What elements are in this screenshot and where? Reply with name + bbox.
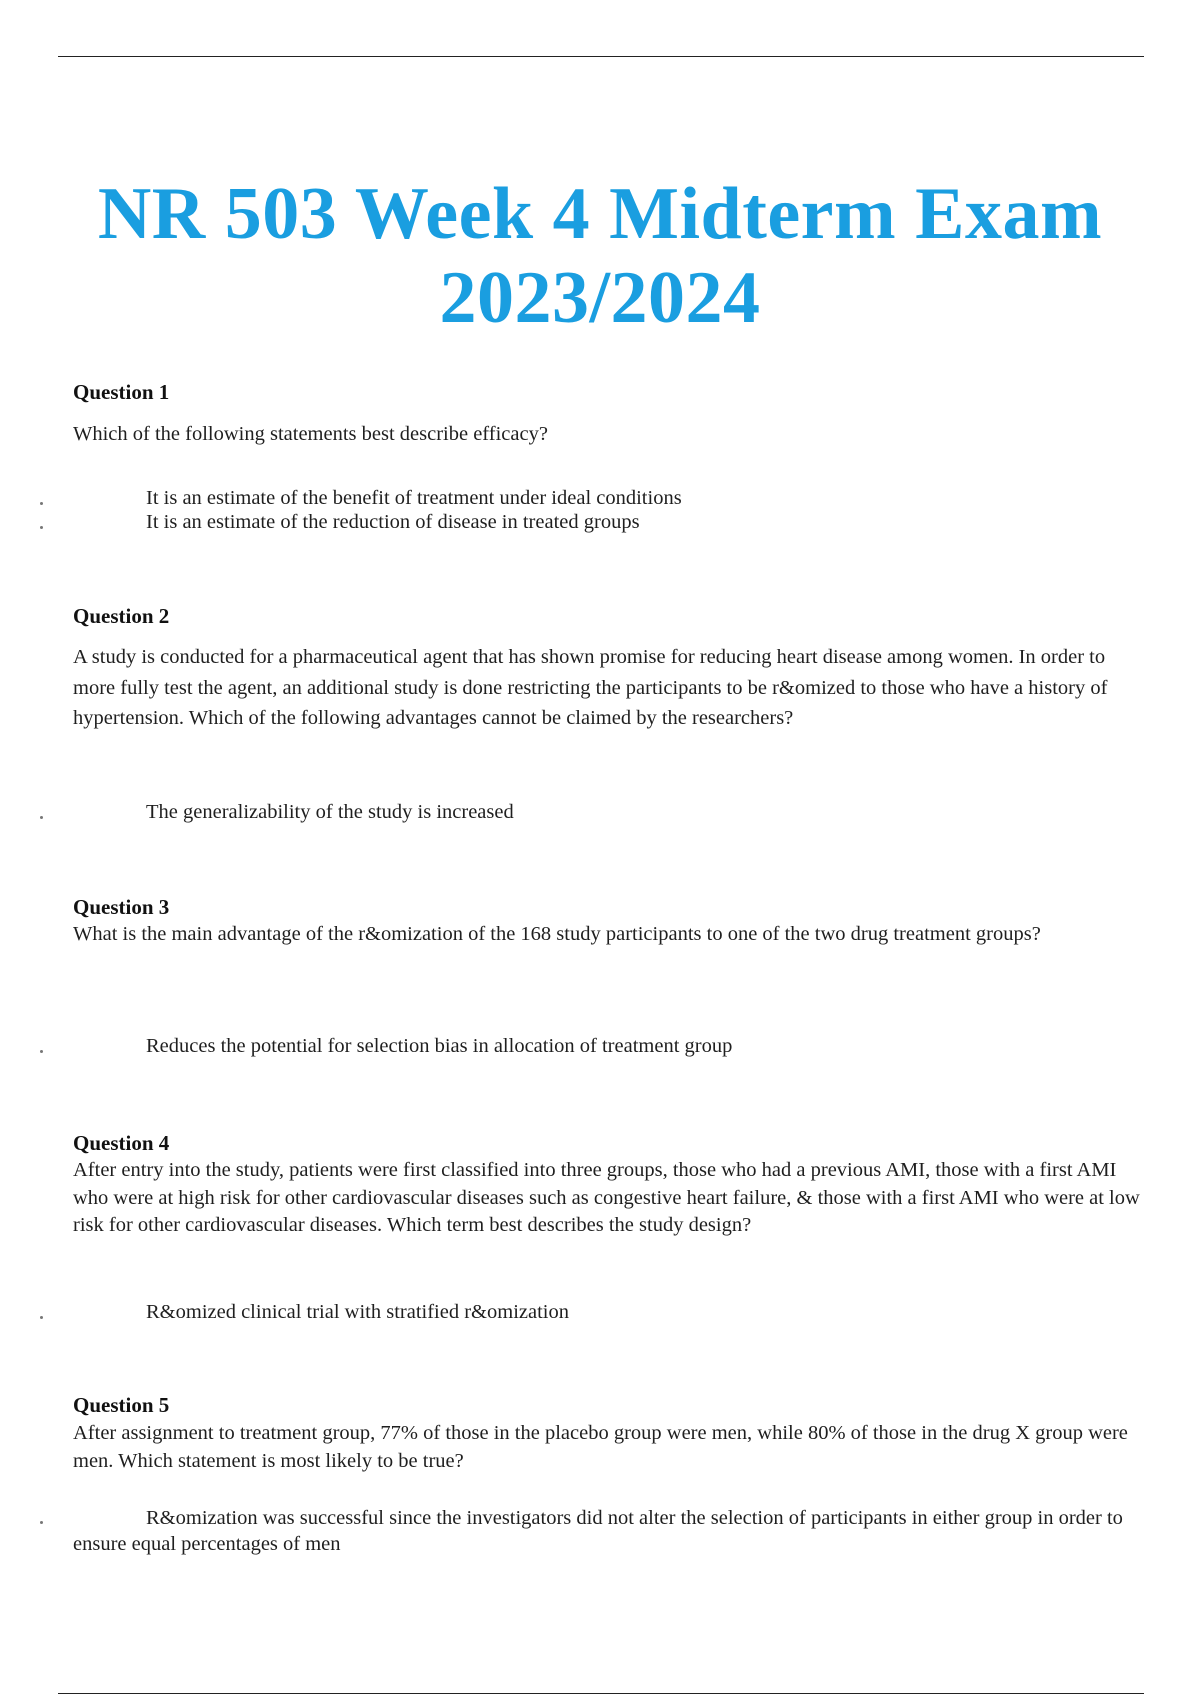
top-rule — [58, 56, 1144, 57]
question-5-heading: Question 5 — [73, 1393, 170, 1417]
answer-bullet-icon — [40, 1316, 43, 1319]
document-title — [0, 172, 1200, 340]
title-line-1: NR 503 Week 4 Midterm Exam — [97, 173, 1103, 255]
answer-bullet-icon — [40, 816, 43, 819]
question-5-answer-1: R&omization was successful since the investigators did not alter the selection of participants in either group in order to ensure equal percentages of men — [73, 1507, 1123, 1555]
question-3-answer-1: Reduces the potential for selection bias in allocation of treatment group — [146, 1035, 733, 1057]
answer-bullet-icon — [40, 502, 43, 505]
bottom-rule — [58, 1693, 1144, 1694]
answer-bullet-icon — [40, 1521, 43, 1524]
question-1-answer-2: It is an estimate of the reduction of disease in treated groups — [146, 511, 640, 533]
question-2-heading: Question 2 — [73, 604, 170, 628]
question-3-heading: Question 3 — [73, 895, 170, 919]
title-line-2: 2023/2024 — [439, 257, 761, 339]
question-1-text: Which of the following statements best describe efficacy? — [73, 423, 548, 445]
question-4-text: After entry into the study, patients were first classified into three groups, those who had a previous AMI, those with a first AMI who were at high risk for other cardiovascular diseases such as congestive heart failure, & those with a first AMI who were at low risk for other cardiovascular diseases. Which term best describes the study design? — [73, 1159, 1140, 1236]
question-1-answer-1: It is an estimate of the benefit of treatment under ideal conditions — [146, 487, 682, 509]
question-4-heading: Question 4 — [73, 1131, 170, 1155]
question-4-answer-1: R&omized clinical trial with stratified r&omization — [146, 1301, 569, 1323]
question-2-answer-1: The generalizability of the study is increased — [146, 801, 514, 823]
question-3-text: What is the main advantage of the r&omization of the 168 study participants to one of the two drug treatment groups? — [73, 923, 1041, 945]
question-1-heading: Question 1 — [73, 380, 170, 404]
question-5-text: After assignment to treatment group, 77% of those in the placebo group were men, while 80% of those in the drug X group were men. Which statement is most likely to be true? — [73, 1422, 1128, 1472]
answer-bullet-icon — [40, 1050, 43, 1053]
answer-bullet-icon — [40, 526, 43, 529]
question-2-text: A study is conducted for a pharmaceutical agent that has shown promise for reducing heart disease among women. In order to more fully test the agent, an additional study is done restricting the participants to be r&omized to those who have a history of hypertension. Which of the following advantages cannot be claimed by the researchers? — [73, 646, 1108, 729]
